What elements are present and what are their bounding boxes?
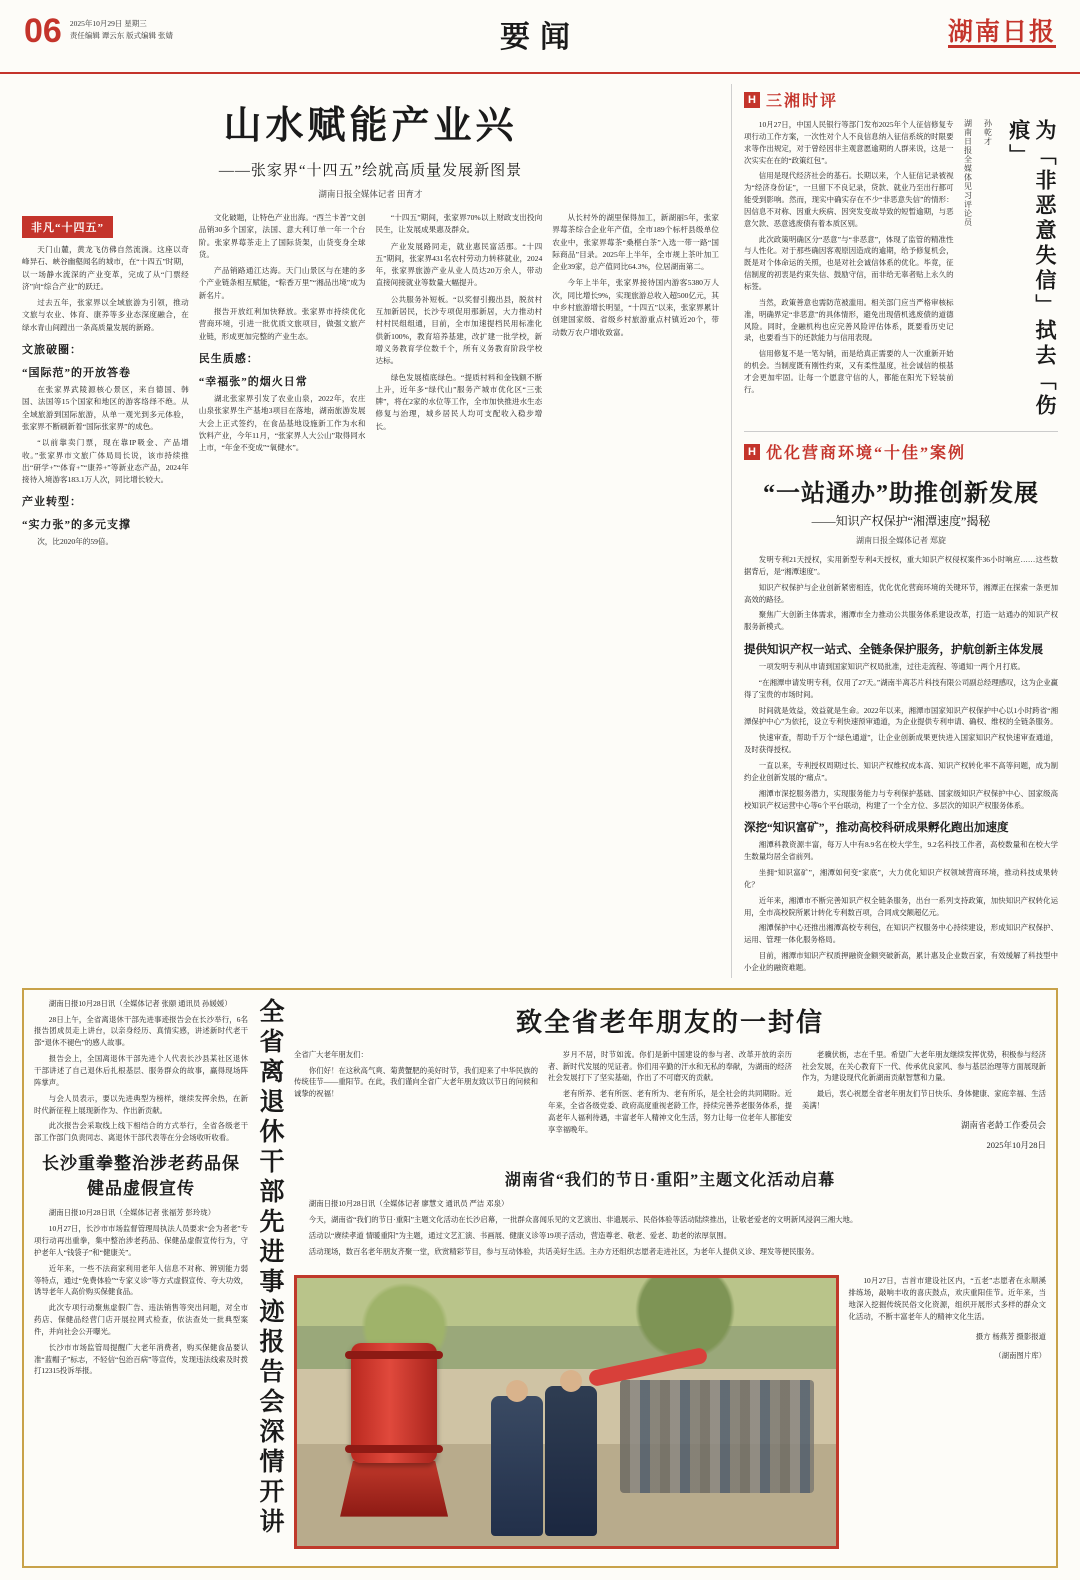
paragraph: 活动以“赓续孝道 情暖重阳”为主题，通过文艺汇演、书画展、健康义诊等19项子活动，营造尊老、敬老、爱老、助老的浓厚氛围。 bbox=[308, 1230, 732, 1240]
paragraph: 一项发明专利从申请到国家知识产权局批准，过往走流程、等通知一两个月打底。 bbox=[758, 662, 1025, 672]
subheading-detail: “国际范”的开放答卷 bbox=[22, 367, 131, 380]
paragraph: 当然，政策善意也需防范被滥用。相关部门应当严格审核标准，明确界定“非恶意”的具体情形，避免出现借机逃废债的道德风险。同时，金融机构也应完善风险评估体系，既要看历史记录，也要看当下的还款能力与信用表现。 bbox=[744, 297, 954, 343]
letter-col-1 bbox=[294, 1049, 538, 1153]
paragraph: 目前，湘潭市知识产权质押融资金额突破新高，累计惠及企业数百家，有效缓解了科技型中小企业的融资难题。 bbox=[744, 951, 1058, 972]
paragraph: 最后，衷心祝愿全省老年朋友们节日快乐、身体健康、家庭幸福、生活美满！ bbox=[802, 1089, 1046, 1111]
paragraph: 报告开放红利加快释放。张家界市持续优化营商环境，引进一批优质文旅项目，做强文旅产业链，形成更加完整的产业生态。 bbox=[198, 307, 366, 341]
sub-article-headline: 长沙重拳整治涉老药品保健品虚假宣传 bbox=[42, 1154, 240, 1198]
paragraph: 此次政策明确区分“恶意”与“非恶意”，体现了监管的精准性与人性化。对于那些确因客观原因造成的逾期，给予修复机会，既是对个体命运的关照，也是对社会诚信体系的优化。毕竟，征信制度的初衷是约束失信、鼓励守信，而非给无辜者贴上永久的标签。 bbox=[744, 234, 954, 291]
lead-subtitle: ——张家界“十四五”绘就高质量发展新图景 bbox=[218, 163, 523, 179]
section-title: 要闻 bbox=[500, 21, 580, 54]
paragraph: 天门山麓，黄龙飞仿佛自然流淌。这座以奇峰异石、峡谷幽壑闻名的城市，在“十四五”时期，以一场静水流深的产业变革，完成了从“门票经济”向“综合产业”的跃迁。 bbox=[22, 245, 189, 291]
paragraph: 与会人员表示，要以先进典型为榜样，继续发挥余热，在新时代新征程上展现新作为、作出新贡献。 bbox=[34, 1093, 248, 1115]
lead-columns bbox=[22, 212, 719, 553]
paragraph: 湘潭保护中心还推出湘潭高校专利包，在知识产权服务中心持续建设，形成知识产权保护、运用、管理一体化服务格局。 bbox=[744, 923, 1058, 945]
paragraph: 近年来，一些不法商家利用老年人信息不对称、辨别能力弱等特点，通过“免费体验”“专家义诊”等方式虚假宣传、夸大功效，诱导老年人高价购买保健食品。 bbox=[34, 1263, 248, 1297]
paragraph: 产品销路通江达海。天门山景区与在建的多个产业链条相互赋能，“粽香万里”“湘品出境”成为新名片。 bbox=[198, 266, 366, 300]
page-number: 06 bbox=[24, 12, 62, 50]
case-module-header bbox=[744, 440, 1058, 463]
festival-block bbox=[294, 1159, 1046, 1262]
letter-salutation: 全省广大老年朋友们： bbox=[294, 1049, 368, 1059]
paragraph: 活动现场，数百名老年朋友齐聚一堂，欣赏精彩节目，参与互动体验，共话美好生活。主办方还组织志愿者走进社区，为老年人提供义诊、理发等便民服务。 bbox=[308, 1246, 819, 1256]
module-mark-icon: H bbox=[744, 444, 760, 460]
subheading-detail: “幸福张”的烟火日常 bbox=[198, 375, 308, 388]
figure-head bbox=[560, 1370, 582, 1392]
page-body bbox=[0, 74, 1080, 978]
paragraph: 知识产权保护与企业创新紧密相连，优化优化营商环境的关键环节，湘潭正在探索一条更加高效的路径。 bbox=[744, 582, 1058, 604]
paragraph: 快速审查，帮助千万个“绿色通道”，让企业创新成果更快进入国家知识产权快速审查通道，及时获得授权。 bbox=[744, 733, 1058, 755]
paragraph: 产业发展路同走，就业惠民富活那。“十四五”期间，张家界431名农村劳动力转移就业，2024年，张家界旅游产业从业人员达20万余人，带动直接间接就业等数量大幅提升。 bbox=[375, 241, 543, 288]
lead-headline-block bbox=[22, 84, 719, 204]
paragraph: 10月27日，长沙市市场监督管理局执法人员要求“会为者老”专项行动再出重拳，集中整治涉老药品、保健品虚假宣传行为，守护老年人“钱袋子”和“健康关”。 bbox=[34, 1224, 248, 1257]
commentary-module-label: 三湘时评 bbox=[766, 93, 839, 110]
photo-image bbox=[297, 1278, 836, 1546]
subheading-detail: “实力张”的多元支撑 bbox=[22, 519, 131, 532]
commentary-text bbox=[744, 119, 954, 419]
paragraph: 一直以来，专利授权周期过长、知识产权维权成本高、知识产权转化率不高等问题，成为制约企业创新发展的“痛点”。 bbox=[744, 760, 1058, 782]
paragraph: 次，比2020年的59倍。 bbox=[37, 537, 114, 547]
subheading: 民生质感： bbox=[198, 352, 259, 365]
drum-stand-shape bbox=[340, 1461, 448, 1517]
column-4 bbox=[552, 212, 719, 553]
case-module-label: 优化营商环境“十佳”案例 bbox=[766, 445, 967, 462]
feature-left bbox=[34, 998, 284, 1558]
letter-col-2 bbox=[548, 1049, 792, 1153]
module-mark-icon: H bbox=[744, 92, 760, 108]
letter-columns bbox=[294, 1049, 1046, 1153]
letter-signer: 湖南省老龄工作委员会 bbox=[960, 1120, 1046, 1130]
folio-editors: 责任编辑 谭云东 版式编辑 张婧 bbox=[69, 30, 173, 40]
letter-title: 致全省老年朋友的一封信 bbox=[515, 1007, 824, 1037]
photo-credit: 摄方 杨燕芳 摄影报道 bbox=[975, 1332, 1046, 1342]
paragraph: 此次专项行动聚焦虚假广告、违法销售等突出问题，对全市药店、保健品经营门店开展拉网式检查，依法查处一批典型案件，并向社会公开曝光。 bbox=[34, 1303, 248, 1336]
paragraph: 湘潭科教资源丰富，每万人中有8.9名在校大学生，9.2名科技工作者，高校数量和在校大学生数量均居全省前列。 bbox=[744, 840, 1058, 862]
subheading: 文旅破圈： bbox=[22, 344, 82, 357]
commentary-byline-2: 孙乾才 bbox=[983, 119, 993, 146]
paragraph: 长沙市市场监管局提醒广大老年消费者，购买保健食品要认准“蓝帽子”标志，不轻信“包治百病”等宣传，发现违法线索及时拨打12315投诉举报。 bbox=[34, 1342, 248, 1376]
paragraph: 公共服务补短板。“以奖督引搬出县，脱贫村互加新居民，长沙专项促用那新居，大力推动村村村民组组通，目前，全市加速提档民用标准化供新100%，教育培养基建，改扩建一批学校，新增义务教育学位数千个，所有义务教育阶段学校达标。 bbox=[375, 294, 543, 366]
feature-left-text bbox=[34, 998, 248, 1558]
lead-title: 山水赋能产业兴 bbox=[223, 105, 518, 147]
paragraph: 此次报告会采取线上线下相结合的方式举行，全省各级老干部工作部门负责同志、离退休干部代表等在分会场收听收看。 bbox=[34, 1121, 248, 1143]
paragraph: 湘潭市深挖服务潜力，实现服务能力与专利保护基础、国家级知识产权保护中心、国家级高校知识产权运营中心等6个平台联动，构建了一个全方位、多层次的知识产权服务体系。 bbox=[744, 788, 1058, 810]
letter-date: 2025年10月28日 bbox=[986, 1140, 1046, 1151]
paragraph: 岁月不居，时节如流。你们是新中国建设的参与者、改革开放的亲历者、新时代发展的见证者。你们用辛勤的汗水和无私的奉献，为湖南的经济社会发展打下了坚实基础，作出了不可磨灭的贡献。 bbox=[548, 1049, 792, 1083]
left-zone bbox=[22, 84, 719, 978]
paragraph: 时间就是效益，效益就是生命。2022年以来，湘潭市国家知识产权保护中心以1小时跨省“湘潭保护中心”为依托，设立专利快速预审通道，为企业提供专利申请、确权、维权的全链条服务。 bbox=[744, 705, 1058, 727]
paragraph: 聚焦广大创新主体需求，湘潭市全力推动公共服务体系建设改革，打造一站通办的知识产权服务新模式。 bbox=[744, 610, 1058, 632]
paragraph: 文化破题，让特色产业出海。“西兰卡普”文创品销30多个国家，法国、意大利订单一年一个台阶。张家界莓茶走上了国际货架，山货变身全球货。 bbox=[198, 213, 366, 259]
paragraph: 你们好！在这秋高气爽、菊黄蟹肥的美好时节，我们迎来了中华民族的传统佳节——重阳节。在此，我们谨向全省广大老年朋友致以节日的问候和诚挚的祝福！ bbox=[294, 1065, 538, 1099]
figure-head bbox=[506, 1380, 528, 1402]
paragraph: 发明专利21天授权，实用新型专利4天授权，重大知识产权侵权案件36小时响应……这些数据背后，是“湘潭速度”。 bbox=[744, 555, 1058, 576]
paragraph: “以前靠卖门票，现在靠IP吸金、产品增收。”张家界市文旅广体局局长说，该市持续推出“研学+”“体育+”“康养+”等新业态产品，2024年接待入境游客183.1万人次，同比增长较大。 bbox=[22, 438, 189, 485]
paragraph: 报告会上，全国离退休干部先进个人代表长沙县某社区退休干部讲述了自己退休后扎根基层、服务群众的故事，赢得现场阵阵掌声。 bbox=[34, 1054, 248, 1087]
folio-date: 2025年10月29日 星期三 bbox=[69, 19, 147, 28]
news-photo bbox=[294, 1275, 839, 1549]
crowd-shape bbox=[620, 1380, 814, 1493]
case-subheading-2: 深挖“知识富矿”，推动高校科研成果孵化跑出加速度 bbox=[744, 822, 1009, 835]
case-subtitle: ——知识产权保护“湘潭速度”揭秘 bbox=[811, 514, 991, 528]
paragraph: 坐拥“知识富矿”，湘潭如何变“家底”，大力优化知识产权领域营商环境，推动科技成果转化？ bbox=[744, 868, 1058, 889]
paragraph: 老有所养、老有所医、老有所为、老有所乐，是全社会的共同期盼。近年来，全省各级党委、政府高度重视老龄工作，持续完善养老服务体系，提高老年人福利待遇，丰富老年人精神文化生活，努力让每一位老年人都能安享幸福晚年。 bbox=[548, 1089, 792, 1134]
festival-dateline: 湖南日报10月28日讯（全媒体记者 廖慧文 通讯员 严洁 邓泉） bbox=[308, 1199, 509, 1209]
commentary-byline-1: 湖南日报全媒体见习评论员 bbox=[963, 119, 973, 227]
performer-figure bbox=[491, 1396, 543, 1536]
paragraph: 今天，湖南省“我们的节日·重阳”主题文化活动在长沙启幕，一批群众喜闻乐见的文艺演出、非遗展示、民俗体验等活动陆续推出，让敬老爱老的文明新风浸润三湘大地。 bbox=[308, 1214, 858, 1224]
paragraph: 过去五年，张家界以全域旅游为引领，推动文旅与农业、体育、康养等多业态深度融合，在绿水青山间蹚出一条高质量发展的新路。 bbox=[22, 298, 189, 332]
feature-vertical-headline: 全省离退休干部先进事迹报告会深情开讲 bbox=[256, 997, 283, 1538]
letter-block bbox=[294, 998, 1046, 1558]
paragraph: 28日上午，全省离退休干部先进事迹报告会在长沙举行，6名报告团成员走上讲台，以亲身经历、真情实感，讲述新时代老干部“退休不褪色”的感人故事。 bbox=[34, 1014, 248, 1048]
newspaper-nameplate: 湖南日报 bbox=[948, 14, 1056, 48]
commentary-body bbox=[744, 119, 1058, 419]
festival-headline: 湖南省“我们的节日·重阳”主题文化活动启幕 bbox=[504, 1171, 836, 1189]
paragraph: “十四五”期间，张家界70%以上财政支出投向民生，让发展成果惠及群众。 bbox=[375, 213, 543, 235]
feature-box bbox=[22, 988, 1058, 1568]
column-2 bbox=[199, 212, 366, 553]
performer-figure bbox=[545, 1386, 597, 1536]
letter-col-3 bbox=[802, 1049, 1046, 1153]
masthead bbox=[0, 0, 1080, 74]
section-tag: 非凡“十四五” bbox=[22, 216, 113, 238]
right-zone bbox=[731, 84, 1058, 978]
sub-article-dateline: 湖南日报10月28日讯（全媒体记者 张福芳 彭玲珑） bbox=[48, 1208, 216, 1218]
case-title: “一站通办”助推创新发展 bbox=[763, 481, 1039, 507]
paragraph: 老骥伏枥，志在千里。希望广大老年朋友继续发挥优势，积极参与经济社会发展，在关心教育下一代、传承优良家风、参与基层治理等方面展现新作为，为建设现代化新湖南贡献智慧和力量。 bbox=[802, 1049, 1046, 1083]
paragraph: 绿色发展植底绿色。“提质村料和金钱额不断上升，近年多“绿代山”服务产城市优化区“三张牌”，将在2家的水位等工作，全市加快推进水生态修复与治理，城乡居民人均可支配收入稳步增长。 bbox=[375, 372, 543, 431]
paragraph: 近年来，湘潭市不断完善知识产权全链条服务，出台一系列支持政策，加快知识产权转化运用，全市高校院所累计转化专利数百项，合同成交额超亿元。 bbox=[744, 895, 1058, 917]
paragraph: 10月27日，中国人民银行等部门发布2025年个人征信修复专项行动工作方案，一次性对个人不良信息纳入征信系统的时限要求等作出规定，对于曾经因非主观意愿逾期的人群来说，这是一次实实在在的“政策红包”。 bbox=[744, 120, 954, 165]
case-subheading-1: 提供知识产权一站式、全链条保护服务，护航创新主体发展 bbox=[744, 644, 1043, 657]
paragraph: 从长村外的湖里保得加工，新湖丽5年，张家界莓茶综合企业年产值，全市189个标杆县级单位农业中，张家界莓茶“桑椹白茶”入选一带一路“国际商品”目录。2025年上半年，全市规上茶叶加工企业39家，总产值同比64.3%，位居湖南第二。 bbox=[552, 213, 719, 272]
paragraph: 信用修复不是一笔勾销，而是给真正需要的人一次重新开始的机会。当制度既有刚性约束，又有柔性温度，社会诚信的根基才会更加牢固。让每一个愿意守信的人，都能在阳光下轻装前行。 bbox=[744, 349, 954, 394]
photo-block bbox=[294, 1267, 1046, 1549]
column-3 bbox=[376, 212, 543, 553]
festival-text bbox=[294, 1159, 1046, 1262]
feature-dateline: 湖南日报10月28日讯（全媒体记者 张颐 通讯员 孙媛媛） bbox=[48, 998, 232, 1008]
lead-byline: 湖南日报全媒体记者 田育才 bbox=[318, 189, 423, 199]
photo-caption bbox=[849, 1267, 1046, 1362]
commentary-module-header bbox=[744, 88, 1058, 111]
photo-caption-text: 10月27日，吉首市建设社区内，“五老”志愿者在永顺溪排练场，敲响丰收的喜庆鼓点，欢庆重阳佳节。近年来，当地深入挖掘传统民俗文化资源，组织开展形式多样的群众文化活动，不断丰富老年人的精神文化生活。 bbox=[848, 1275, 1046, 1322]
paragraph: 湖北张家界引发了农业山泉，2022年，农庄山泉张家界生产基地3项目在落地，湖南旅游发展大会上正式签约，在食品基地设施新工作为水和饮料产业，今年11月，“张家界人大公山”取得同水上市，“年金不变成”“氧健水”。 bbox=[198, 393, 366, 453]
case-byline: 湖南日报全媒体记者 郑旋 bbox=[856, 536, 946, 545]
photo-source: （湖南图片库） bbox=[994, 1350, 1046, 1360]
paragraph: 信用是现代经济社会的基石。长期以来，个人征信记录被视为“经济身份证”，一旦留下不良记录，贷款、就业乃至出行都可能受到影响。然而，现实中确实存在不少“非恶意失信”的情形：因信息不对称、因重大疾病、因突发变故导致的短暂逾期，与恶意欠款、恶意逃废债有着本质区别。 bbox=[744, 171, 954, 228]
paragraph: 今年上半年，张家界接待国内游客5380万人次，同比增长9%，实现旅游总收入超500亿元，其中乡村旅游增长明显，“十四五”以来，张家界累计创建国家级、省级乡村旅游重点村镇近20个，带动数万农户增收致富。 bbox=[552, 278, 719, 337]
subheading: 产业转型： bbox=[22, 496, 82, 509]
paragraph: 在张家界武陵源核心景区，来自德国、韩国、法国等15个国家和地区的游客络绎不绝。从全域旅游到国际旅游，从单一观光到多元体验，张家界不断刷新着“国际张家界”的成色。 bbox=[22, 385, 189, 431]
column-1 bbox=[22, 212, 189, 553]
paragraph: “在湘潭申请发明专利，仅用了27天。”湖南半离芯片科技有限公司副总经理感叹，这为企业赢得了宝贵的市场时间。 bbox=[744, 677, 1058, 699]
drum-shape bbox=[351, 1343, 437, 1463]
divider bbox=[744, 431, 1058, 432]
commentary-title: 为「非恶意失信」拭去「伤痕」 bbox=[1006, 119, 1057, 419]
